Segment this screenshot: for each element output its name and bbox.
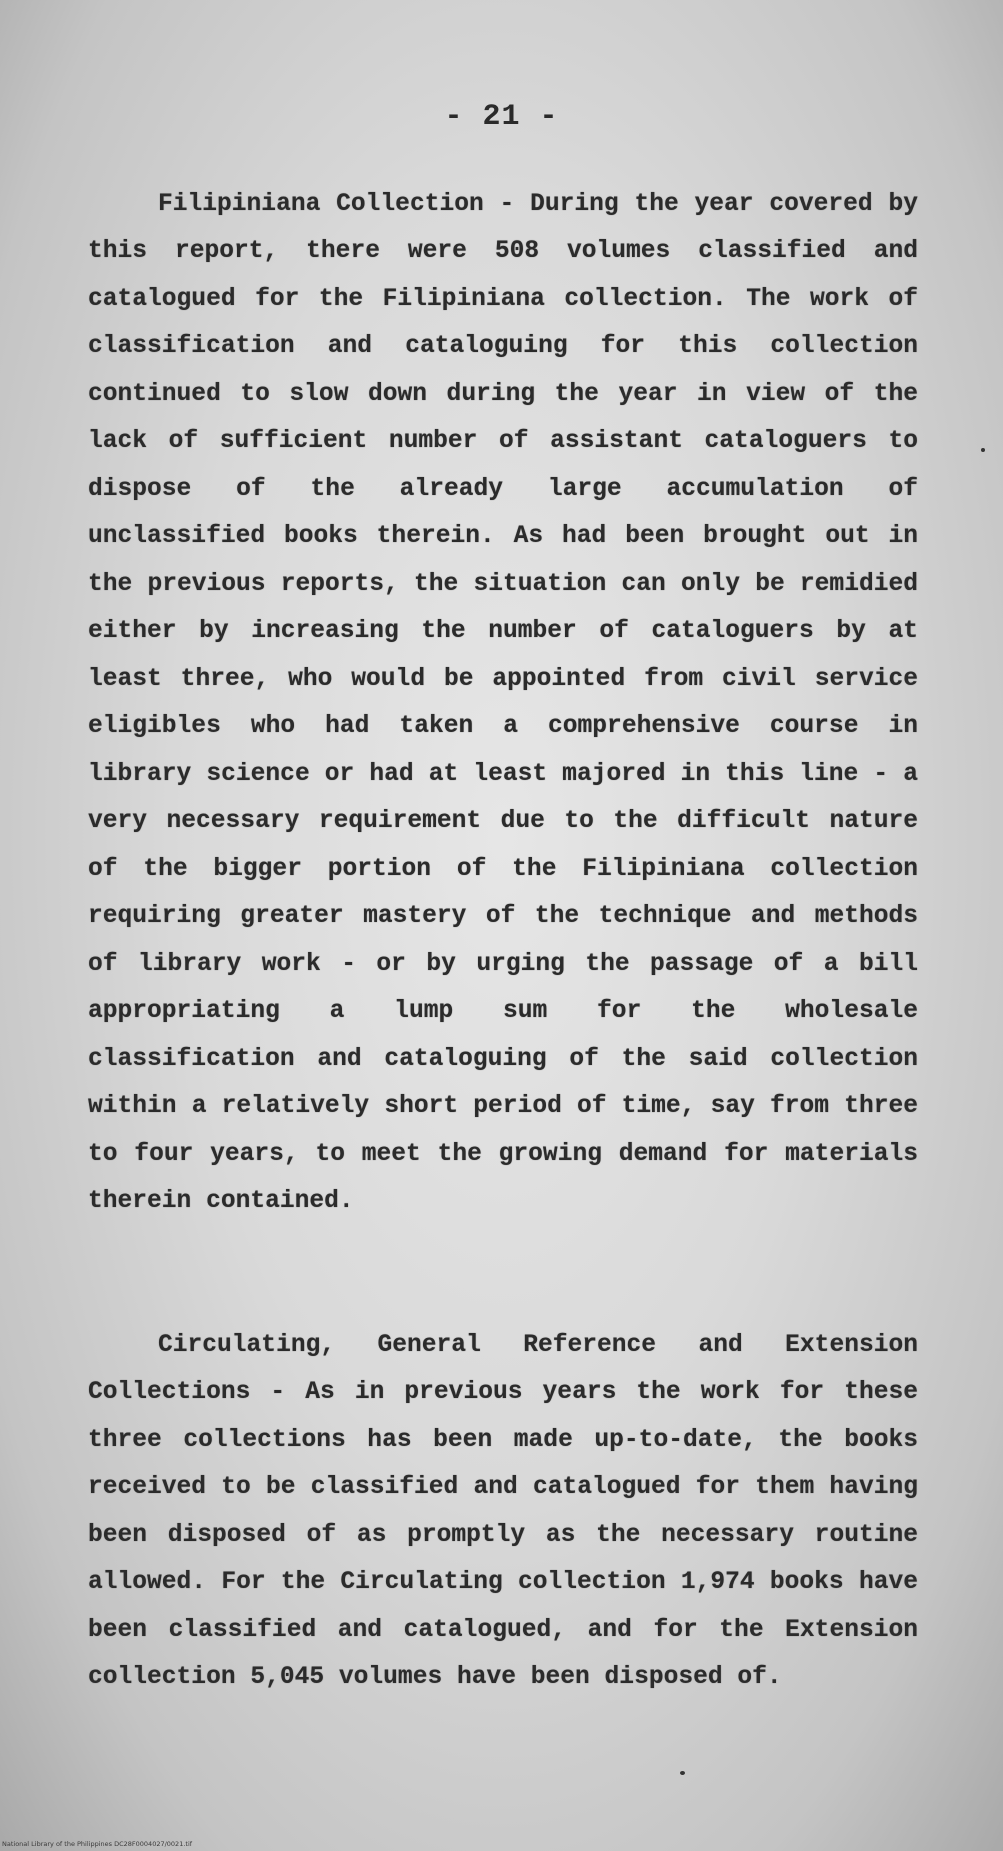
archive-credit: National Library of the Philippines DC28F0004027/0021.tif	[2, 1840, 193, 1848]
paragraph-circulating-collections: Circulating, General Reference and Extension Collections - As in previous years the work for these three collections has been made up-to-date, the books received to be classified and catalogued for them having been disposed of as promptly as the necessary routine allowed. For the Circulating collection 1,974 books have been classified and catalogued, and for the Extension collection 5,045 volumes have been disposed of.	[88, 1331, 918, 1692]
ink-speck	[680, 1771, 685, 1775]
ink-speck	[981, 448, 985, 452]
paragraph-filipiniana-collection: Filipiniana Collection - During the year covered by this report, there were 508 volumes classified and catalogued for the Filipiniana collection. The work of classification and cataloguing for this collection continued to slow down during the year in view of the lack of sufficient number of assistant cataloguers to dispose of the already large accumulation of unclassified books therein. As had been brought out in the previous reports, the situation can only be remidied either by increasing the number of cataloguers by at least three, who would be appointed from civil service eligibles who had taken a comprehensive course in library science or had at least majored in this line - a very necessary requirement due to the difficult nature of the bigger portion of the Filipiniana collection requiring greater mastery of the technique and methods of library work - or by urging the passage of a bill appropriating a lump sum for the wholesale classification and cataloguing of the said collection within a relatively short period of time, say from three to four years, to meet the growing demand for materials therein contained.	[88, 190, 918, 1216]
page-number: - 21 -	[444, 100, 559, 134]
